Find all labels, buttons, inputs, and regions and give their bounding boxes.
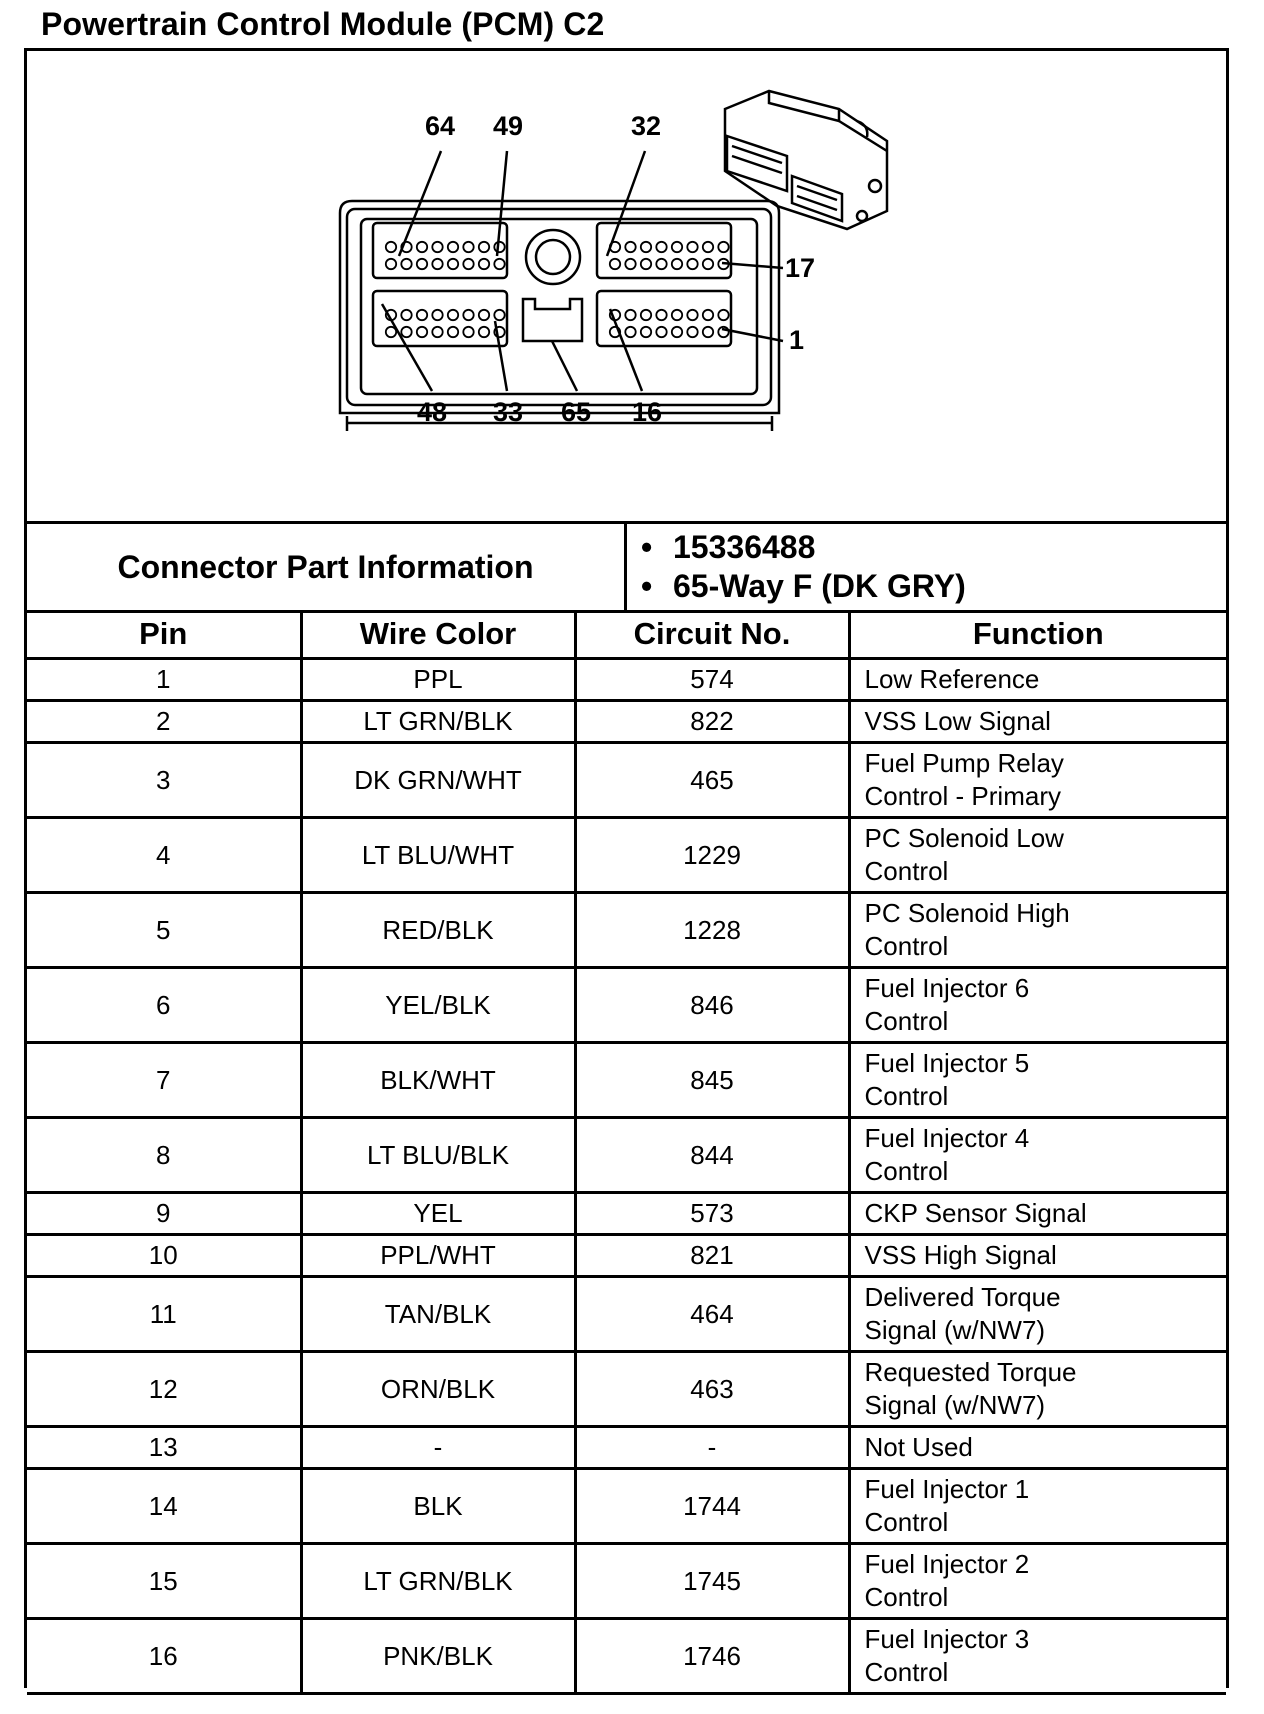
pin-cell: 3 <box>27 743 301 818</box>
header-function: Function <box>849 610 1226 659</box>
pin-cavity <box>672 259 682 269</box>
function-cell <box>849 818 1226 893</box>
center-post-inner <box>536 240 570 274</box>
function-cell <box>849 701 1226 743</box>
circuit-cell: 465 <box>575 743 849 818</box>
wire-color-cell: DK GRN/WHT <box>301 743 575 818</box>
pin-label-17: 17 <box>785 253 816 283</box>
pin-cell: 11 <box>27 1277 301 1352</box>
table-row <box>27 818 1226 893</box>
table-row <box>27 1619 1226 1694</box>
pin-cell: 15 <box>27 1544 301 1619</box>
circuit-cell: 1746 <box>575 1619 849 1694</box>
circuit-cell: 1745 <box>575 1544 849 1619</box>
pin-cell: 7 <box>27 1043 301 1118</box>
wire-color-cell: YEL <box>301 1193 575 1235</box>
pin-cavity <box>386 259 396 269</box>
pin-cavity <box>625 327 635 337</box>
pin-cell: 5 <box>27 893 301 968</box>
wire-color-cell: YEL/BLK <box>301 968 575 1043</box>
wire-color-cell: ORN/BLK <box>301 1352 575 1427</box>
pin-label-49: 49 <box>493 111 524 141</box>
pin-cavity <box>401 327 411 337</box>
leader-65 <box>552 341 577 391</box>
function-line-1: Requested Torque <box>864 1357 1077 1387</box>
function-cell <box>849 1352 1226 1427</box>
table-row <box>27 1277 1226 1352</box>
function-line-1: Fuel Pump Relay <box>864 748 1064 778</box>
function-cell <box>849 743 1226 818</box>
pin-cell: 9 <box>27 1193 301 1235</box>
pin-cell: 8 <box>27 1118 301 1193</box>
function-line-1: Fuel Injector 5 <box>864 1048 1030 1078</box>
circuit-cell: 1744 <box>575 1469 849 1544</box>
table-row <box>27 743 1226 818</box>
header-pin: Pin <box>27 610 301 659</box>
connector-housing-outline <box>340 201 779 413</box>
circuit-cell: 464 <box>575 1277 849 1352</box>
function-line-1: PC Solenoid High <box>864 898 1070 928</box>
part-info-label: Connector Part Information <box>27 524 627 610</box>
pin-cavity <box>718 310 728 320</box>
function-cell <box>849 893 1226 968</box>
function-line-2: Control <box>864 1006 949 1036</box>
circuit-cell: 1228 <box>575 893 849 968</box>
pin-cavity <box>625 242 635 252</box>
function-line-1: VSS Low Signal <box>864 706 1051 736</box>
table-row <box>27 1352 1226 1427</box>
table-row <box>27 659 1226 701</box>
pin-cavity <box>494 242 504 252</box>
center-post-outer <box>526 230 580 284</box>
pin-cavity <box>672 242 682 252</box>
function-line-1: Fuel Injector 1 <box>864 1474 1030 1504</box>
pin-cavity <box>625 310 635 320</box>
pin-cavity <box>687 327 697 337</box>
pin-cavity <box>401 310 411 320</box>
function-line-1: Fuel Injector 6 <box>864 973 1030 1003</box>
pin-cavity <box>718 242 728 252</box>
function-line-1: Not Used <box>864 1432 973 1462</box>
pin-table <box>27 610 1226 1695</box>
leader-32 <box>607 151 645 256</box>
pin-cavity <box>672 327 682 337</box>
pin-cavity <box>656 327 666 337</box>
function-line-1: CKP Sensor Signal <box>864 1198 1087 1228</box>
pin-cavity <box>641 327 651 337</box>
pin-cavity <box>417 310 427 320</box>
circuit-cell: 822 <box>575 701 849 743</box>
function-line-2: Control <box>864 1507 949 1537</box>
function-line-2: Control <box>864 856 949 886</box>
pin-cell: 10 <box>27 1235 301 1277</box>
function-cell <box>849 659 1226 701</box>
table-row <box>27 1469 1226 1544</box>
header-wire-color: Wire Color <box>301 610 575 659</box>
function-cell <box>849 1619 1226 1694</box>
function-cell <box>849 1193 1226 1235</box>
pin-cavity <box>641 310 651 320</box>
pin-cavity <box>448 242 458 252</box>
table-row <box>27 1427 1226 1469</box>
function-line-1: Fuel Injector 4 <box>864 1123 1030 1153</box>
pin-cell: 6 <box>27 968 301 1043</box>
pin-cavity <box>448 327 458 337</box>
pin-cavity <box>401 259 411 269</box>
pin-label-1: 1 <box>789 325 805 355</box>
pin-label-33: 33 <box>493 397 524 427</box>
pin-cell: 16 <box>27 1619 301 1694</box>
pin-cavity <box>656 259 666 269</box>
pin-cavity <box>417 327 427 337</box>
pin-cavity <box>432 242 442 252</box>
table-row <box>27 1193 1226 1235</box>
pin-cavity <box>703 242 713 252</box>
table-row <box>27 1544 1226 1619</box>
pin-cell: 14 <box>27 1469 301 1544</box>
pin-cavity <box>432 310 442 320</box>
function-line-1: Low Reference <box>864 664 1040 694</box>
pin-cavity <box>641 259 651 269</box>
table-row <box>27 1043 1226 1118</box>
function-line-2: Signal (w/NW7) <box>864 1315 1046 1345</box>
pin-label-32: 32 <box>631 111 662 141</box>
pin-label-16: 16 <box>632 397 663 427</box>
connector-diagram <box>27 51 1226 524</box>
wire-color-cell: PNK/BLK <box>301 1619 575 1694</box>
function-line-2: Control <box>864 1657 949 1687</box>
circuit-cell: 844 <box>575 1118 849 1193</box>
pin-cavity <box>672 310 682 320</box>
connector-face-illustration <box>27 51 1226 521</box>
function-line-1: Delivered Torque <box>864 1282 1061 1312</box>
connector-sheet <box>24 48 1229 1688</box>
part-info-values <box>627 524 1226 610</box>
circuit-cell: 1229 <box>575 818 849 893</box>
function-cell <box>849 1043 1226 1118</box>
function-cell <box>849 1544 1226 1619</box>
circuit-cell: 821 <box>575 1235 849 1277</box>
table-row <box>27 893 1226 968</box>
pin-cavity <box>417 242 427 252</box>
pin-cavity <box>703 259 713 269</box>
function-line-1: Fuel Injector 2 <box>864 1549 1030 1579</box>
pin-label-64: 64 <box>425 111 456 141</box>
function-line-2: Control <box>864 1582 949 1612</box>
pin-cavity <box>479 242 489 252</box>
pin-cavity <box>479 259 489 269</box>
function-cell <box>849 1277 1226 1352</box>
function-line-2: Control - Primary <box>864 781 1061 811</box>
pin-cavity <box>494 310 504 320</box>
pin-cavity <box>687 259 697 269</box>
pin-cell: 4 <box>27 818 301 893</box>
pin-label-48: 48 <box>417 397 448 427</box>
connector-type: • 65-Way F (DK GRY) <box>641 567 1226 606</box>
function-cell <box>849 1469 1226 1544</box>
pin-cavity <box>703 310 713 320</box>
wire-color-cell: BLK <box>301 1469 575 1544</box>
circuit-cell: 574 <box>575 659 849 701</box>
pin-cavity <box>625 259 635 269</box>
pin-cavity <box>463 242 473 252</box>
function-cell <box>849 1235 1226 1277</box>
wire-color-cell: LT BLU/BLK <box>301 1118 575 1193</box>
connector-part-information <box>27 524 1226 613</box>
pin-cavity <box>703 327 713 337</box>
pin-cavity <box>479 327 489 337</box>
table-header-row <box>27 610 1226 659</box>
pin-cell: 12 <box>27 1352 301 1427</box>
function-cell <box>849 968 1226 1043</box>
pin-cavity <box>656 310 666 320</box>
circuit-cell: 573 <box>575 1193 849 1235</box>
leader-49 <box>497 151 507 256</box>
table-row <box>27 701 1226 743</box>
wire-color-cell: BLK/WHT <box>301 1043 575 1118</box>
table-row <box>27 1235 1226 1277</box>
table-row <box>27 1118 1226 1193</box>
pin-cavity <box>656 242 666 252</box>
pin-cavity <box>432 327 442 337</box>
circuit-cell: 846 <box>575 968 849 1043</box>
pin-cavity <box>386 327 396 337</box>
wire-color-cell: LT BLU/WHT <box>301 818 575 893</box>
pin-cavity <box>463 327 473 337</box>
function-cell <box>849 1118 1226 1193</box>
header-circuit-no: Circuit No. <box>575 610 849 659</box>
function-line-2: Control <box>864 1156 949 1186</box>
function-line-2: Signal (w/NW7) <box>864 1390 1046 1420</box>
pin-cavity <box>448 310 458 320</box>
pin-cavity <box>687 242 697 252</box>
function-cell <box>849 1427 1226 1469</box>
leader-64 <box>399 151 441 256</box>
table-row <box>27 968 1226 1043</box>
connector-housing-inner <box>347 209 771 405</box>
function-line-2: Control <box>864 931 949 961</box>
part-number: • 15336488 <box>641 528 1226 567</box>
pin-cavity <box>463 310 473 320</box>
wire-color-cell: PPL/WHT <box>301 1235 575 1277</box>
pin-cell: 2 <box>27 701 301 743</box>
pin-cavity <box>432 259 442 269</box>
pin-cavity <box>687 310 697 320</box>
function-line-1: VSS High Signal <box>864 1240 1057 1270</box>
wire-color-cell: RED/BLK <box>301 893 575 968</box>
wire-color-cell: - <box>301 1427 575 1469</box>
circuit-cell: 845 <box>575 1043 849 1118</box>
pin-cavity <box>610 259 620 269</box>
function-line-1: PC Solenoid Low <box>864 823 1064 853</box>
pin-cavity <box>463 259 473 269</box>
circuit-cell: - <box>575 1427 849 1469</box>
pin-label-65: 65 <box>561 397 592 427</box>
wire-color-cell: LT GRN/BLK <box>301 701 575 743</box>
pin-cell: 1 <box>27 659 301 701</box>
center-latch <box>523 299 582 341</box>
function-line-1: Fuel Injector 3 <box>864 1624 1030 1654</box>
wire-color-cell: PPL <box>301 659 575 701</box>
function-line-2: Control <box>864 1081 949 1111</box>
circuit-cell: 463 <box>575 1352 849 1427</box>
pin-cavity <box>641 242 651 252</box>
pin-cavity <box>386 242 396 252</box>
leader-48 <box>382 304 432 391</box>
page-title: Powertrain Control Module (PCM) C2 <box>41 6 605 42</box>
wire-color-cell: TAN/BLK <box>301 1277 575 1352</box>
leader-16 <box>610 309 642 391</box>
pin-cavity <box>479 310 489 320</box>
pin-cell: 13 <box>27 1427 301 1469</box>
pin-cavity <box>448 259 458 269</box>
wire-color-cell: LT GRN/BLK <box>301 1544 575 1619</box>
pin-cavity <box>494 259 504 269</box>
pin-cavity <box>417 259 427 269</box>
